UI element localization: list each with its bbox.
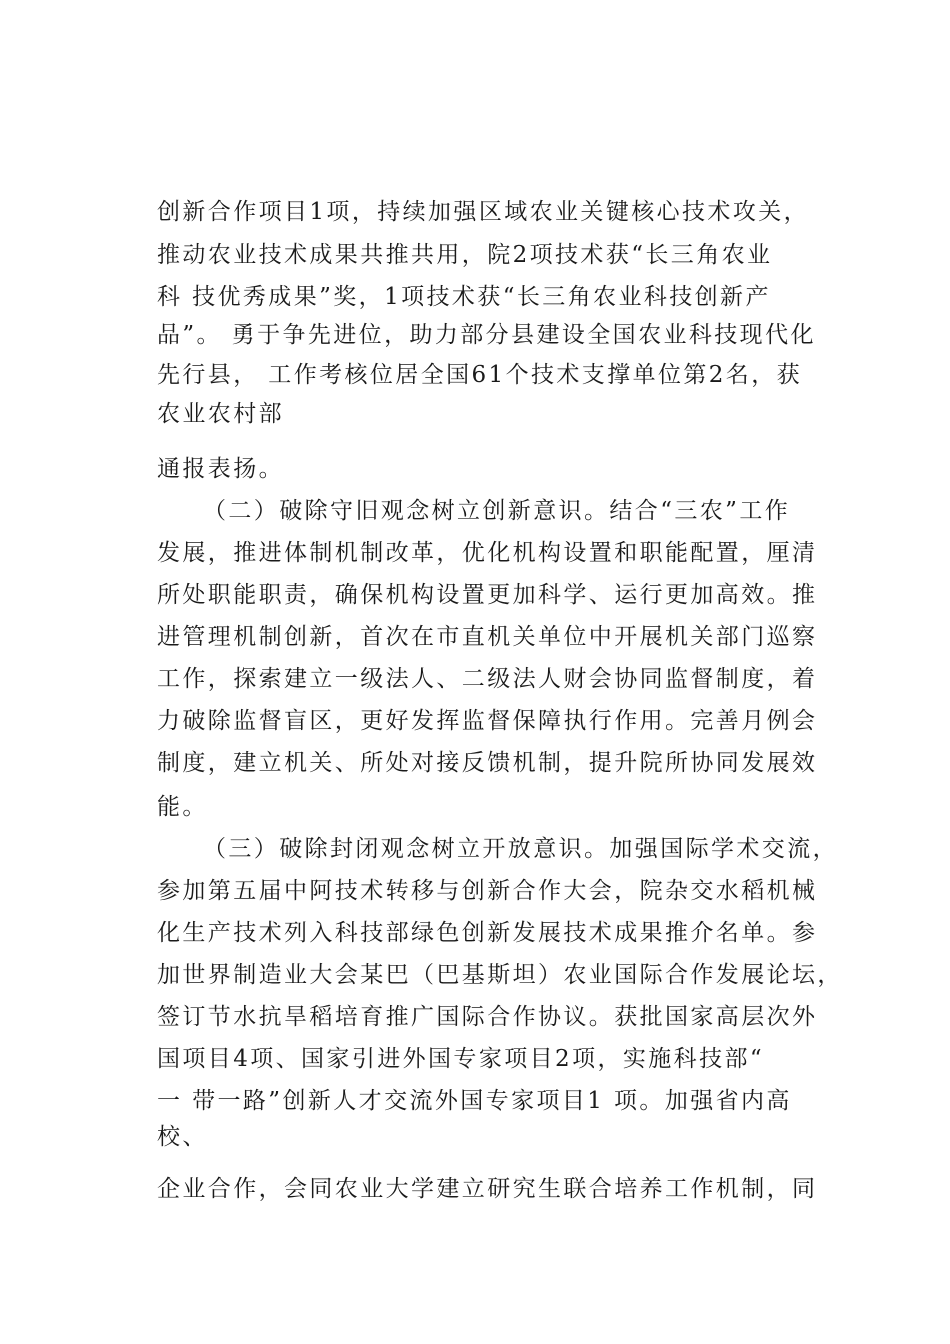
text-line: 通报表扬。 — [157, 456, 284, 482]
text-line: 所处职能职责，确保机构设置更加科学、运行更加高效。推 — [157, 582, 818, 608]
text-line: 发展，推进体制机制改革，优化机构设置和职能配置，厘清 — [157, 540, 818, 566]
text-line: 创新合作项目1项，持续加强区域农业关键核心技术攻关， — [157, 199, 810, 225]
text-line: 品”。 勇于争先进位，助力部分县建设全国农业科技现代化 — [157, 322, 816, 348]
text-line: 加世界制造业大会某巴（巴基斯坦）农业国际合作发展论坛， — [157, 962, 843, 988]
text-line: 国项目4项、国家引进外国专家项目2项，实施科技部“ — [157, 1046, 765, 1072]
text-line: 农业农村部 — [157, 401, 284, 427]
text-line: 能。 — [157, 794, 208, 820]
text-line: 进管理机制创新，首次在市直机关单位中开展机关部门巡察 — [157, 624, 818, 650]
section-heading-line: （三）破除封闭观念树立开放意识。加强国际学术交流， — [203, 836, 838, 862]
text-line: 企业合作，会同农业大学建立研究生联合培养工作机制，同 — [157, 1176, 818, 1202]
text-line: 力破除监督盲区，更好发挥监督保障执行作用。完善月例会 — [157, 708, 818, 734]
text-line: 工作，探索建立一级法人、二级法人财会协同监督制度，着 — [157, 666, 818, 692]
text-line: 制度，建立机关、所处对接反馈机制，提升院所协同发展效 — [157, 750, 818, 776]
text-line: 一 带一路”创新人才交流外国专家项目1 项。加强省内高 — [157, 1088, 792, 1114]
text-line: 参加第五届中阿技术转移与创新合作大会，院杂交水稻机械 — [157, 878, 818, 904]
section-heading-line: （二）破除守旧观念树立创新意识。结合“三农”工作 — [203, 498, 791, 524]
text-line: 科 技优秀成果”奖，1项技术获“长三角农业科技创新产 — [157, 284, 771, 310]
text-line: 先行县， 工作考核位居全国61个技术支撑单位第2名，获 — [157, 362, 803, 388]
text-line: 签订节水抗旱稻培育推广国际合作协议。获批国家高层次外 — [157, 1004, 818, 1030]
text-line: 推动农业技术成果共推共用，院2项技术获“长三角农业 — [157, 242, 773, 268]
text-line: 化生产技术列入科技部绿色创新发展技术成果推介名单。参 — [157, 920, 818, 946]
text-line: 校、 — [157, 1124, 208, 1150]
